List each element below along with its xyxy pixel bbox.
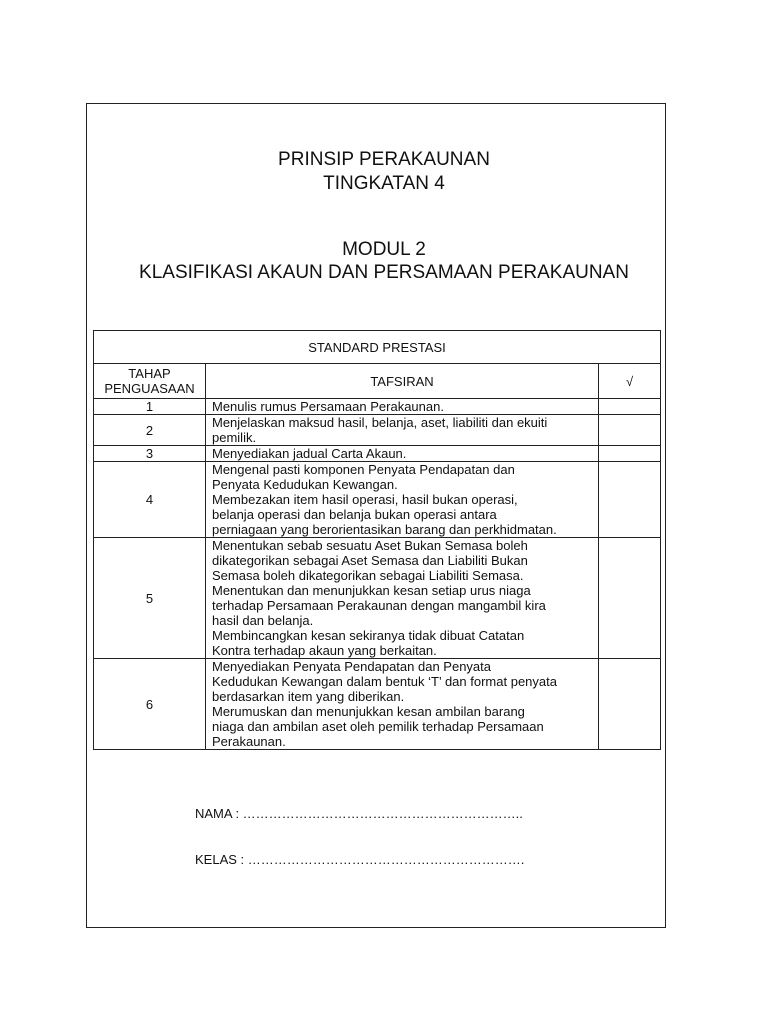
description-line: Menentukan dan menunjukkan kesan setiap urus niaga [212, 583, 531, 598]
table-row [94, 659, 661, 750]
description-line: berdasarkan item yang diberikan. [212, 689, 405, 704]
description-line: Semasa boleh dikategorikan sebagai Liabiliti Semasa. [212, 568, 524, 583]
table-row [94, 399, 661, 415]
description-cell [206, 462, 599, 538]
performance-standard-table [93, 330, 661, 750]
description-line: Mengenal pasti komponen Penyata Pendapatan dan [212, 462, 515, 477]
description-line: niaga dan ambilan aset oleh pemilik terhadap Persamaan [212, 719, 544, 734]
description-line: Penyata Kedudukan Kewangan. [212, 477, 398, 492]
description-cell [206, 399, 599, 415]
description-cell [206, 415, 599, 446]
description-line: Menulis rumus Persamaan Perakaunan. [212, 399, 444, 414]
level-cell: 4 [94, 462, 206, 538]
check-cell[interactable] [599, 399, 661, 415]
description-line: hasil dan belanja. [212, 613, 314, 628]
column-header-level-line1: TAHAP [128, 366, 171, 381]
description-line: Merumuskan dan menunjukkan kesan ambilan barang [212, 704, 525, 719]
column-header-level-line2: PENGUASAAN [104, 381, 195, 396]
table-title: STANDARD PRESTASI [94, 331, 661, 364]
description-line: Menyediakan Penyata Pendapatan dan Penyata [212, 659, 491, 674]
description-line: dikategorikan sebagai Aset Semasa dan Liabiliti Bukan [212, 553, 528, 568]
check-cell[interactable] [599, 415, 661, 446]
table-header-row [94, 364, 661, 399]
description-line: terhadap Persamaan Perakaunan dengan mangambil kira [212, 598, 546, 613]
description-line: Menentukan sebab sesuatu Aset Bukan Semasa boleh [212, 538, 528, 553]
level-cell: 6 [94, 659, 206, 750]
description-line: Menyediakan jadual Carta Akaun. [212, 446, 407, 461]
description-line: pemilik. [212, 430, 257, 445]
table-row [94, 446, 661, 462]
table-row [94, 462, 661, 538]
table-row [94, 415, 661, 446]
description-line: perniagaan yang berorientasikan barang dan perkhidmatan. [212, 522, 557, 537]
class-field[interactable]: KELAS : ………………………………………………………. [195, 852, 525, 867]
check-cell[interactable] [599, 446, 661, 462]
description-line: Kedudukan Kewangan dalam bentuk ‘T’ dan format penyata [212, 674, 557, 689]
form-level-title: TINGKATAN 4 [323, 173, 445, 194]
description-line: Menjelaskan maksud hasil, belanja, aset, liabiliti dan ekuiti [212, 415, 548, 430]
column-header-check: √ [599, 364, 661, 399]
level-cell: 1 [94, 399, 206, 415]
table-body [94, 399, 661, 750]
description-cell [206, 538, 599, 659]
table-row [94, 538, 661, 659]
description-line: Kontra terhadap akaun yang berkaitan. [212, 643, 437, 658]
description-line: Membincangkan kesan sekiranya tidak dibuat Catatan [212, 628, 525, 643]
description-cell [206, 659, 599, 750]
check-cell[interactable] [599, 659, 661, 750]
check-cell[interactable] [599, 462, 661, 538]
description-line: Perakaunan. [212, 734, 286, 749]
column-header-level [94, 364, 206, 399]
name-field[interactable]: NAMA : ……………………………………………………….. [195, 806, 523, 821]
subject-title: PRINSIP PERAKAUNAN [278, 149, 490, 170]
description-line: Membezakan item hasil operasi, hasil bukan operasi, [212, 492, 518, 507]
check-cell[interactable] [599, 538, 661, 659]
column-header-description: TAFSIRAN [206, 364, 599, 399]
level-cell: 2 [94, 415, 206, 446]
description-cell [206, 446, 599, 462]
level-cell: 3 [94, 446, 206, 462]
description-line: belanja operasi dan belanja bukan operasi antara [212, 507, 497, 522]
level-cell: 5 [94, 538, 206, 659]
module-title: KLASIFIKASI AKAUN DAN PERSAMAAN PERAKAUNAN [139, 262, 629, 283]
module-number: MODUL 2 [342, 239, 426, 260]
